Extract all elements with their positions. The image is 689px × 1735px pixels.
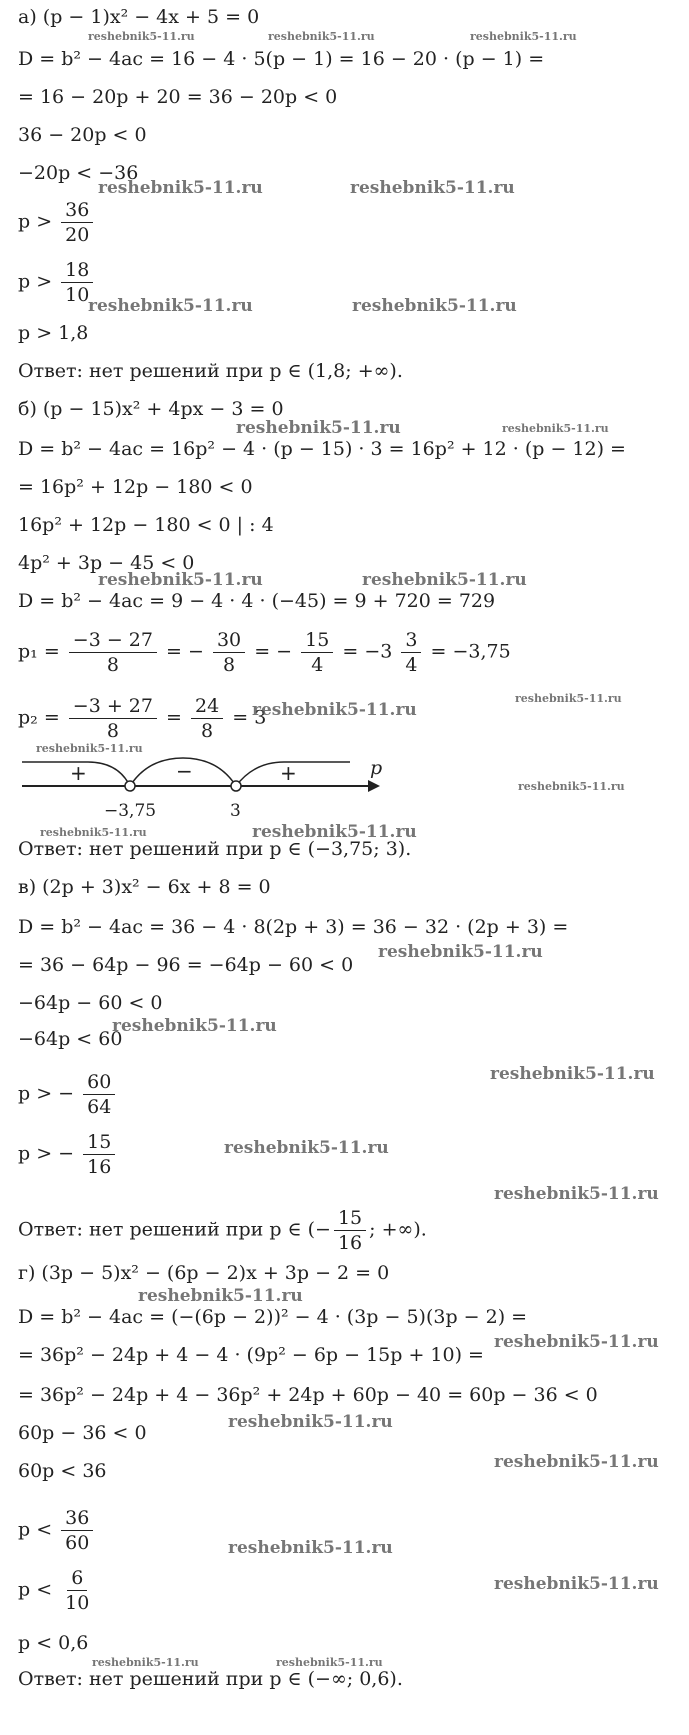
line-v3: = 36 − 64p − 96 = −64p − 60 < 0 bbox=[18, 954, 354, 976]
line-b5: 4p² + 3p − 45 < 0 bbox=[18, 552, 195, 574]
axis-label: p bbox=[370, 757, 383, 779]
line-v5: −64p < 60 bbox=[18, 1028, 123, 1050]
line-g7: p < $\frac{36}{60}$ bbox=[18, 1506, 96, 1555]
watermark: reshebnik5-11.ru bbox=[40, 826, 147, 839]
watermark: reshebnik5-11.ru bbox=[252, 822, 417, 842]
watermark: reshebnik5-11.ru bbox=[352, 296, 517, 316]
fraction: $\frac{36}{60}$ bbox=[61, 1506, 93, 1555]
line-v7: p > − $\frac{15}{16}$ bbox=[18, 1130, 118, 1179]
watermark: reshebnik5-11.ru bbox=[470, 30, 577, 43]
fraction: $\frac{-3 + 27}{8}$ bbox=[69, 694, 157, 743]
line-g2: D = b² − 4ac = (−(6p − 2))² − 4 · (3p − 5)(3p − 2) = bbox=[18, 1306, 528, 1328]
fraction: $\frac{15}{16}$ bbox=[83, 1130, 115, 1179]
line-g8: p < $\frac{6}{10}$ bbox=[18, 1566, 96, 1615]
watermark: reshebnik5-11.ru bbox=[502, 422, 609, 435]
line-g5: 60p − 36 < 0 bbox=[18, 1422, 147, 1444]
sign-plus-left: + bbox=[70, 761, 87, 785]
fraction: $\frac{24}{8}$ bbox=[191, 694, 223, 743]
line-v4: −64p − 60 < 0 bbox=[18, 992, 163, 1014]
watermark: reshebnik5-11.ru bbox=[228, 1412, 393, 1432]
line-a8: p > 1,8 bbox=[18, 322, 89, 344]
line-g3: = 36p² − 24p + 4 − 4 · (9p² − 6p − 15p + 10) = bbox=[18, 1344, 484, 1366]
watermark: reshebnik5-11.ru bbox=[494, 1184, 659, 1204]
line-b6: D = b² − 4ac = 9 − 4 · 4 · (−45) = 9 + 720 = 729 bbox=[18, 590, 496, 612]
watermark: reshebnik5-11.ru bbox=[252, 700, 417, 720]
answer-b: Ответ: нет решений при p ∈ (−3,75; 3). bbox=[18, 838, 412, 860]
watermark: reshebnik5-11.ru bbox=[112, 1016, 277, 1036]
line-a5: −20p < −36 bbox=[18, 162, 139, 184]
watermark: reshebnik5-11.ru bbox=[518, 780, 625, 793]
line-a6: p > $\frac{36}{20}$ bbox=[18, 198, 96, 247]
line-g4: = 36p² − 24p + 4 − 36p² + 24p + 60p − 40 = 60p − 36 < 0 bbox=[18, 1384, 598, 1406]
answer-g: Ответ: нет решений при p ∈ (−∞; 0,6). bbox=[18, 1668, 403, 1690]
watermark: reshebnik5-11.ru bbox=[236, 418, 401, 438]
watermark: reshebnik5-11.ru bbox=[378, 942, 543, 962]
fraction: $\frac{6}{10}$ bbox=[65, 1567, 90, 1614]
watermark: reshebnik5-11.ru bbox=[92, 1656, 199, 1669]
line-a1: а) (p − 1)x² − 4x + 5 = 0 bbox=[18, 6, 260, 28]
line-a4: 36 − 20p < 0 bbox=[18, 124, 147, 146]
line-b3: = 16p² + 12p − 180 < 0 bbox=[18, 476, 253, 498]
line-v6: p > − $\frac{60}{64}$ bbox=[18, 1070, 118, 1119]
fraction: $\frac{60}{64}$ bbox=[83, 1070, 115, 1119]
watermark: reshebnik5-11.ru bbox=[98, 570, 263, 590]
line-g9: p < 0,6 bbox=[18, 1632, 89, 1654]
line-b8: p₂ = $\frac{-3 + 27}{8}$ = $\frac{24}{8}$ = 3 bbox=[18, 695, 267, 742]
watermark: reshebnik5-11.ru bbox=[490, 1064, 655, 1084]
watermark: reshebnik5-11.ru bbox=[494, 1452, 659, 1472]
line-b1: б) (p − 15)x² + 4px − 3 = 0 bbox=[18, 398, 284, 420]
watermark: reshebnik5-11.ru bbox=[494, 1574, 659, 1594]
line-g6: 60p < 36 bbox=[18, 1460, 107, 1482]
point-label-1: −3,75 bbox=[104, 801, 157, 821]
fraction: $\frac{18}{10}$ bbox=[61, 258, 93, 307]
fraction: $\frac{15}{4}$ bbox=[301, 628, 333, 677]
sign-plus-right: + bbox=[280, 761, 297, 785]
line-b4: 16p² + 12p − 180 < 0 | : 4 bbox=[18, 514, 274, 536]
line-v2: D = b² − 4ac = 36 − 4 · 8(2p + 3) = 36 − 32 · (2p + 3) = bbox=[18, 916, 569, 938]
watermark: reshebnik5-11.ru bbox=[268, 30, 375, 43]
fraction: $\frac{36}{20}$ bbox=[61, 198, 93, 247]
watermark: reshebnik5-11.ru bbox=[515, 692, 622, 705]
fraction: $\frac{30}{8}$ bbox=[213, 628, 245, 677]
point-label-2: 3 bbox=[230, 801, 241, 821]
watermark: reshebnik5-11.ru bbox=[98, 178, 263, 198]
line-b7: p₁ = $\frac{-3 - 27}{8}$ = − $\frac{30}{8}$ = − $\frac{15}{4}$ = −3 $\frac{3}{4}$ = −3,75 bbox=[18, 629, 511, 676]
answer-a: Ответ: нет решений при p ∈ (1,8; +∞). bbox=[18, 360, 403, 382]
fraction: $\frac{3}{4}$ bbox=[401, 628, 421, 677]
sign-minus-middle: − bbox=[176, 759, 193, 783]
line-a2: D = b² − 4ac = 16 − 4 · 5(p − 1) = 16 − 20 · (p − 1) = bbox=[18, 48, 545, 70]
watermark: reshebnik5-11.ru bbox=[138, 1286, 303, 1306]
line-v1: в) (2p + 3)x² − 6x + 8 = 0 bbox=[18, 876, 271, 898]
answer-v: Ответ: нет решений при p ∈ (− $\frac{15}{16}$ ; +∞). bbox=[18, 1207, 427, 1254]
watermark: reshebnik5-11.ru bbox=[88, 30, 195, 43]
watermark: reshebnik5-11.ru bbox=[224, 1138, 389, 1158]
open-point-2 bbox=[231, 781, 241, 791]
watermark: reshebnik5-11.ru bbox=[350, 178, 515, 198]
watermark: reshebnik5-11.ru bbox=[36, 742, 143, 755]
watermark: reshebnik5-11.ru bbox=[276, 1656, 383, 1669]
line-a7: p > $\frac{18}{10}$ bbox=[18, 258, 96, 307]
open-point-1 bbox=[125, 781, 135, 791]
line-g1: г) (3p − 5)x² − (6p − 2)x + 3p − 2 = 0 bbox=[18, 1262, 390, 1284]
watermark: reshebnik5-11.ru bbox=[88, 296, 253, 316]
number-line-diagram bbox=[18, 752, 398, 832]
fraction: $\frac{15}{16}$ bbox=[334, 1206, 366, 1255]
watermark: reshebnik5-11.ru bbox=[362, 570, 527, 590]
line-a3: = 16 − 20p + 20 = 36 − 20p < 0 bbox=[18, 86, 338, 108]
watermark: reshebnik5-11.ru bbox=[494, 1332, 659, 1352]
axis-arrow bbox=[368, 780, 380, 792]
watermark: reshebnik5-11.ru bbox=[228, 1538, 393, 1558]
fraction: $\frac{-3 - 27}{8}$ bbox=[69, 628, 157, 677]
line-b2: D = b² − 4ac = 16p² − 4 · (p − 15) · 3 = 16p² + 12 · (p − 12) = bbox=[18, 438, 626, 460]
